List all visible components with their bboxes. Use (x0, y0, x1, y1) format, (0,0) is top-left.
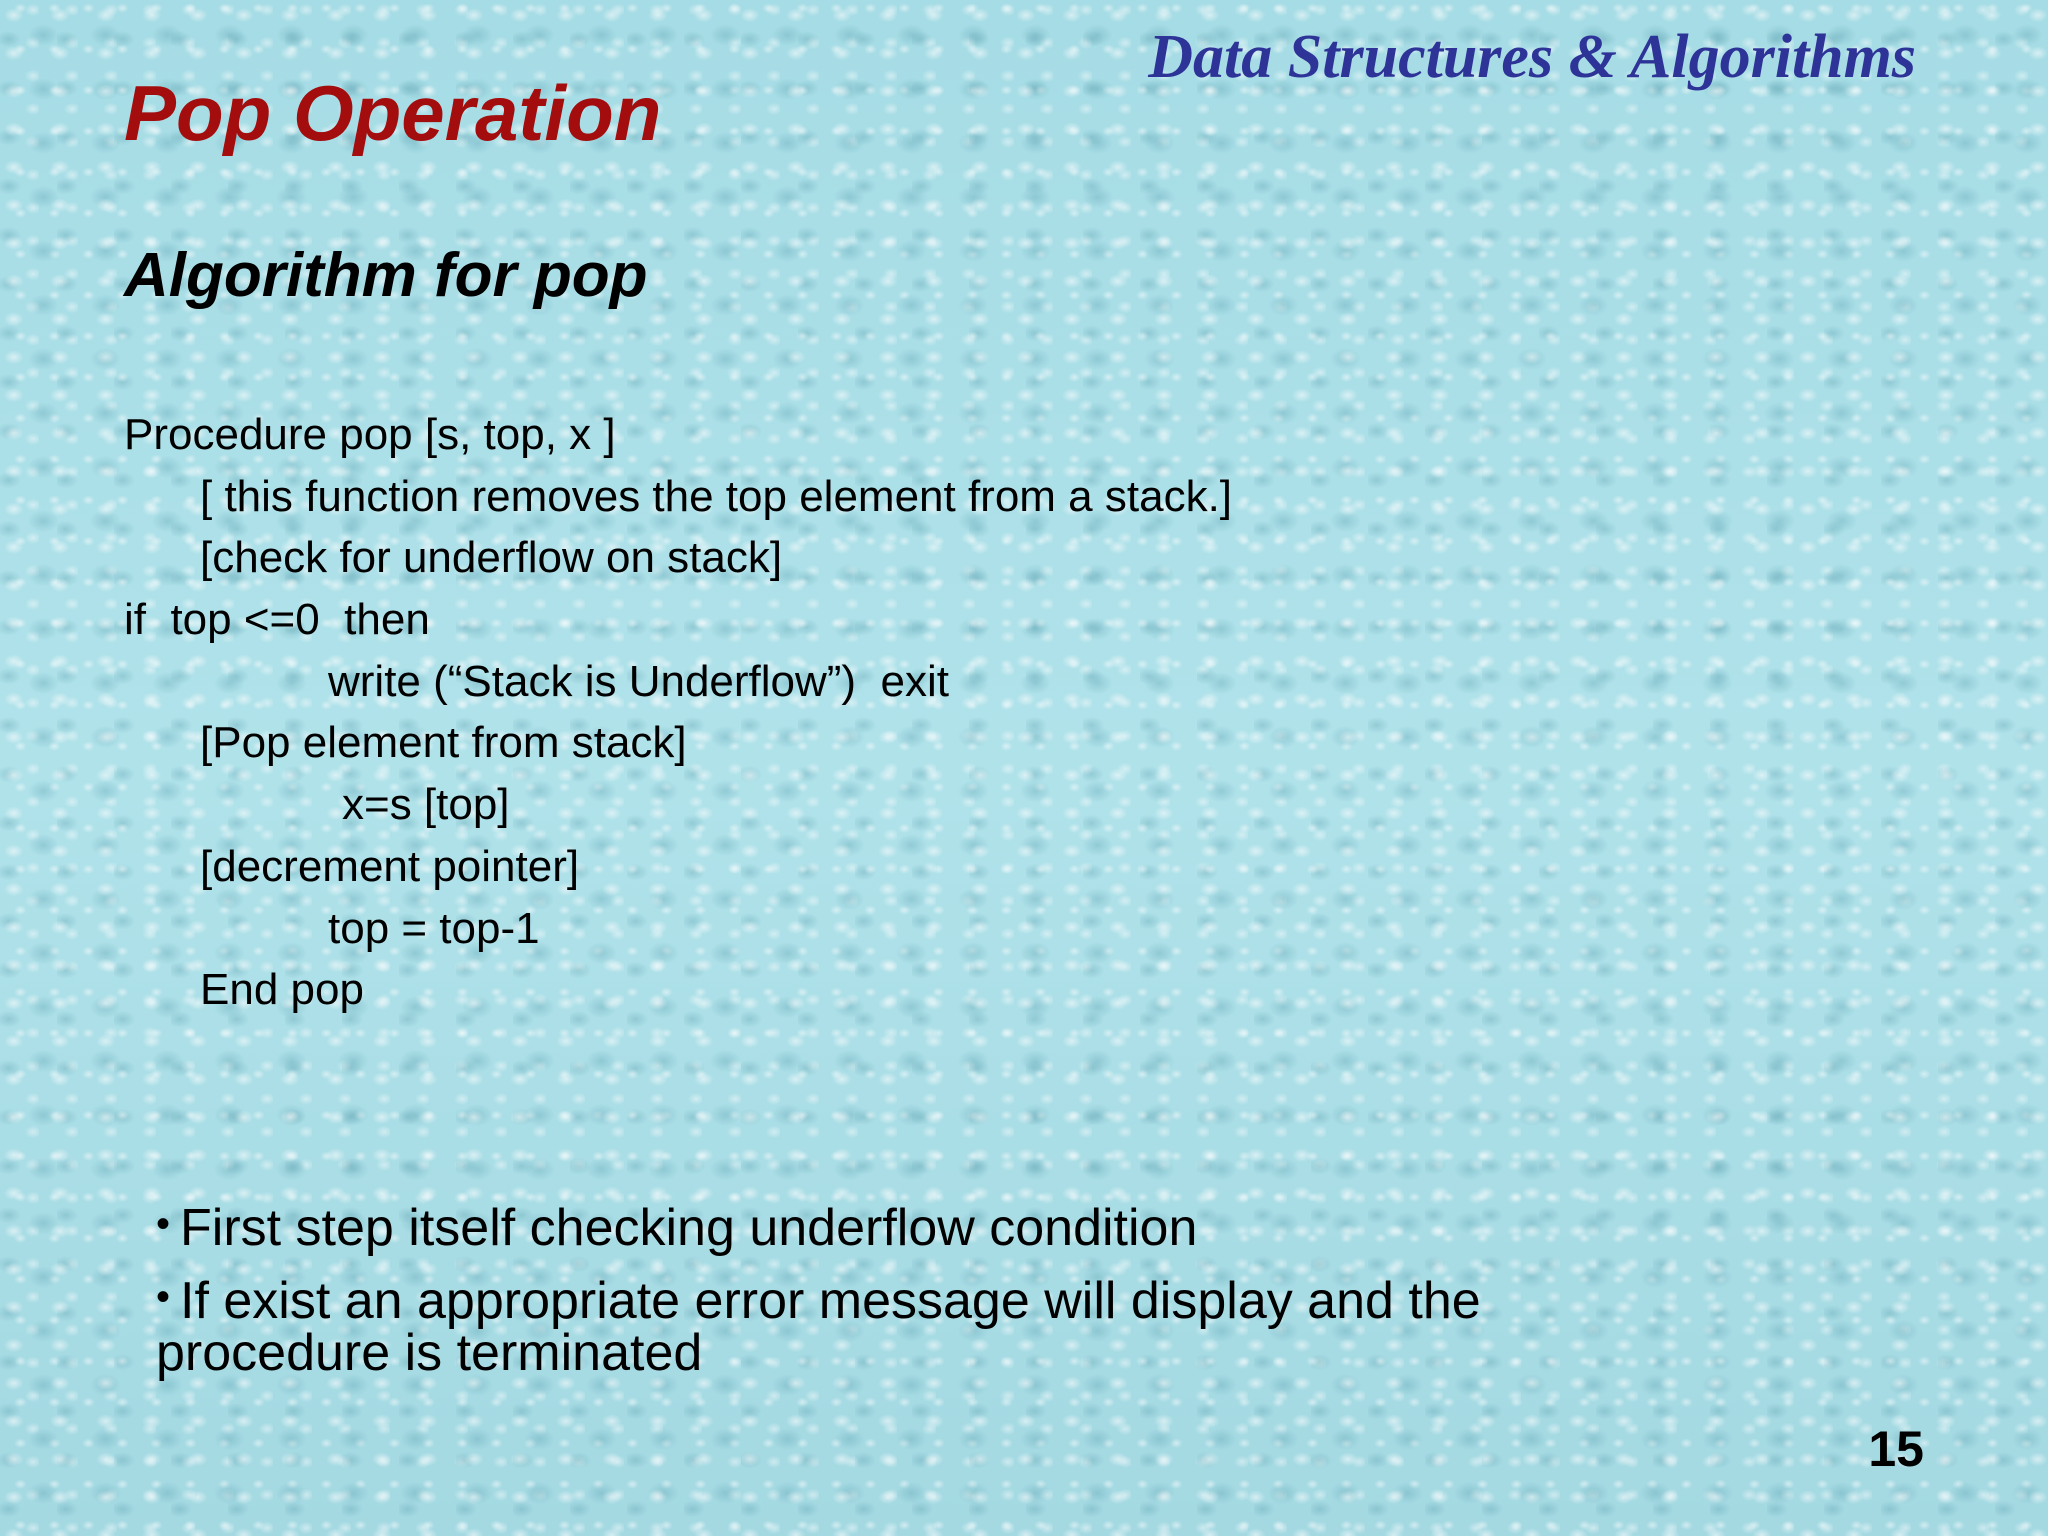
bullet-item (156, 1271, 1716, 1382)
code-line: [decrement pointer] (200, 841, 580, 891)
code-line: write (“Stack is Underflow”) exit (328, 656, 950, 706)
code-line: [ this function removes the top element from a stack.] (200, 471, 1233, 521)
course-title: Data Structures & Algorithms (1148, 23, 1916, 91)
bullet-icon: • (156, 1275, 171, 1319)
algorithm-code-block (124, 404, 1232, 1021)
code-line: Procedure pop [s, top, x ] (124, 410, 616, 459)
code-line: [check for underflow on stack] (200, 533, 783, 583)
bullet-text: If exist an appropriate error message will display and the procedure is terminated (156, 1272, 1481, 1382)
slide-title: Pop Operation (124, 69, 662, 157)
code-line: End pop (200, 965, 364, 1015)
bullet-icon: • (156, 1202, 171, 1246)
slide-subtitle: Algorithm for pop (124, 241, 648, 310)
bullet-item (156, 1198, 1716, 1257)
page-number: 15 (1868, 1421, 1924, 1477)
bullet-list (156, 1198, 1716, 1396)
code-line: if top <=0 then (124, 595, 430, 645)
code-line: top = top-1 (328, 903, 540, 953)
code-line: [Pop element from stack] (200, 718, 687, 768)
bullet-text: First step itself checking underflow condition (180, 1199, 1198, 1257)
code-line: x=s [top] (342, 780, 510, 830)
